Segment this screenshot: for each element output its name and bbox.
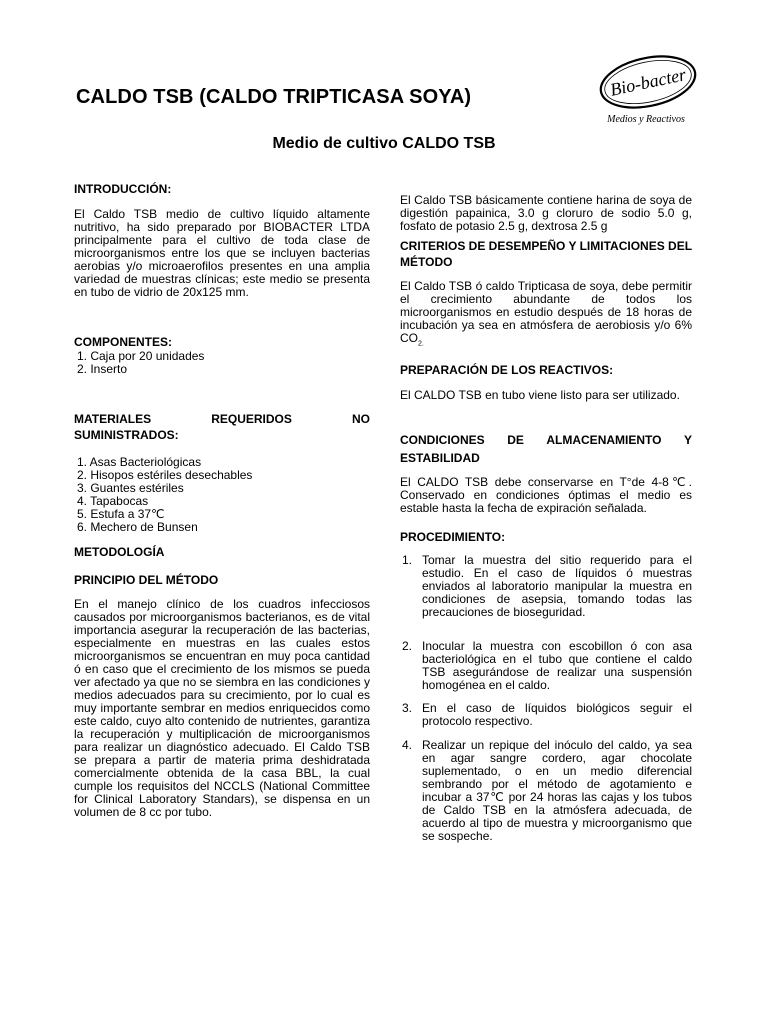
heading-word: DE [507,433,524,448]
heading-word: NO [351,412,370,426]
list-item [400,554,692,619]
list-item: 2. Inserto [77,362,128,376]
list-item: 2. Hisopos estériles desechables [77,468,253,482]
method-heading: METODOLOGÍA [74,545,165,559]
criteria-text [400,280,692,350]
heading-word: CONDICIONES [400,433,485,448]
prep-text: El CALDO TSB en tubo viene listo para ser utilizado. [400,388,680,403]
list-item: 1. Asas Bacteriológicas [77,455,202,469]
heading-word: ALMACENAMIENTO [546,433,662,448]
document-title: CALDO TSB (CALDO TRIPTICASA SOYA) [76,86,472,108]
list-item: 6. Mechero de Bunsen [77,520,198,534]
components-list [74,350,370,376]
logo-emblem [596,52,700,114]
list-item [400,702,692,728]
biobacter-logo [596,52,700,132]
list-item: 5. Estufa a 37℃ [77,507,165,521]
criteria-subscript: 2. [418,340,424,348]
step-text: Tomar la muestra del sitio requerido para el estudio. En el caso de líquidos ó muestras enviados al laboratorio manipular la muestra en condiciones de asepsia, tomando todas las precauciones de bioseguridad. [422,553,692,620]
step-number: 4. [402,738,413,753]
principle-text: En el manejo clínico de los cuadros infecciosos causados por microorganismos bacterianos, es de vital importancia asegurar la recuperación de las bacterias, especialmente en muestras en las cuales estos microorganismos se encuentran en muy poca cantidad ó en caso que el crecimiento de los mismos se pueda ver afectado ya que no se siembra en las condiciones y medios adecuados para su crecimiento, por lo cual es muy importante sembrar en medios enriquecidos como este caldo, cuyo alto contenido de nutrientes, garantiza la recuperación y multiplicación de microorganismos para realizar un diagnóstico adecuado. El Caldo TSB se prepara a partir de materia prima deshidratada comercialmente obtenida de la casa BBL, la cual cumple los requisitos del NCCLS (National Committee for Clinical Laboratory Standars), se dispensa en un volumen de 8 cc por tubo. [74,597,370,819]
step-text: Inocular la muestra con escobillon ó con asa bacteriológica en el tubo que contiene el caldo TSB asegurándose de realizar una suspensión homogénea en el caldo. [422,639,692,693]
prep-heading: PREPARACIÓN DE LOS REACTIVOS: [400,363,614,378]
logo-tagline: Medios y Reactivos [607,114,685,125]
list-item: 1. Caja por 20 unidades [77,349,205,363]
materials-list [74,456,370,534]
heading-word: REQUERIDOS [211,412,292,426]
criteria-heading: CRITERIOS DE DESEMPEÑO Y LIMITACIONES DEL MÉTODO [400,239,692,269]
criteria-body: El Caldo TSB ó caldo Tripticasa de soya, debe permitir el crecimiento abundante de todos los microorganismos en estudio después de 18 horas de incubación ya sea en atmósfera de aerobiosis y/o 6% CO [400,279,692,345]
heading-word: MATERIALES [74,412,152,426]
document-subtitle: Medio de cultivo CALDO TSB [272,135,496,152]
left-column [74,181,370,819]
step-text: En el caso de líquidos biológicos seguir el protocolo respectivo. [422,701,692,729]
materials-heading [74,411,370,427]
intro-heading: INTRODUCCIÓN: [74,182,172,196]
logo-wordmark: Bio-bacter [608,64,688,100]
step-number: 2. [402,639,413,654]
step-text: Realizar un repique del inóculo del caldo, ya sea en agar sangre cordero, agar chocolate suplementado, o en un medio diferencial sembrando por el método de agotamiento e incubar a 37℃ por 24 horas las cajas y los tubos de Caldo TSB en la atmósfera adecuada, de acuerdo al tipo de muestra y microorganismo que se sospeche. [422,738,692,844]
list-item [400,739,692,843]
storage-heading [400,432,692,448]
intro-text: El Caldo TSB medio de cultivo líquido altamente nutritivo, ha sido preparado por BIOBACTER LTDA principalmente para el cultivo de toda clase de microorganismos entre los que se incluyen bacterias aerobias y/o microaerofilos presentes en una amplia variedad de muestras clínicas; este medio se presenta en tubo de vidrio de 20x125 mm. [74,207,370,299]
list-item: 4. Tapabocas [77,494,149,508]
step-number: 3. [402,701,413,716]
procedure-heading: PROCEDIMIENTO: [400,530,506,545]
storage-heading-line2: ESTABILIDAD [400,451,480,466]
components-heading: COMPONENTES: [74,335,173,349]
heading-word: Y [683,433,692,448]
storage-text: El CALDO TSB debe conservarse en T°de 4-8℃. Conservado en condiciones óptimas el medio es estable hasta la fecha de expiración señalada. [400,475,692,516]
composition-text: El Caldo TSB básicamente contiene harina de soya de digestión papainica, 3.0 g cloruro de sodio 5.0 g, fosfato de potasio 2.5 g, dextrosa 2.5 g [400,193,692,233]
right-column [400,194,692,843]
list-item [400,640,692,692]
materials-heading-line2: SUMINISTRADOS: [74,428,179,442]
procedure-list [400,554,692,843]
step-number: 1. [402,553,413,568]
list-item: 3. Guantes estériles [77,481,184,495]
principle-heading: PRINCIPIO DEL MÉTODO [74,573,219,587]
